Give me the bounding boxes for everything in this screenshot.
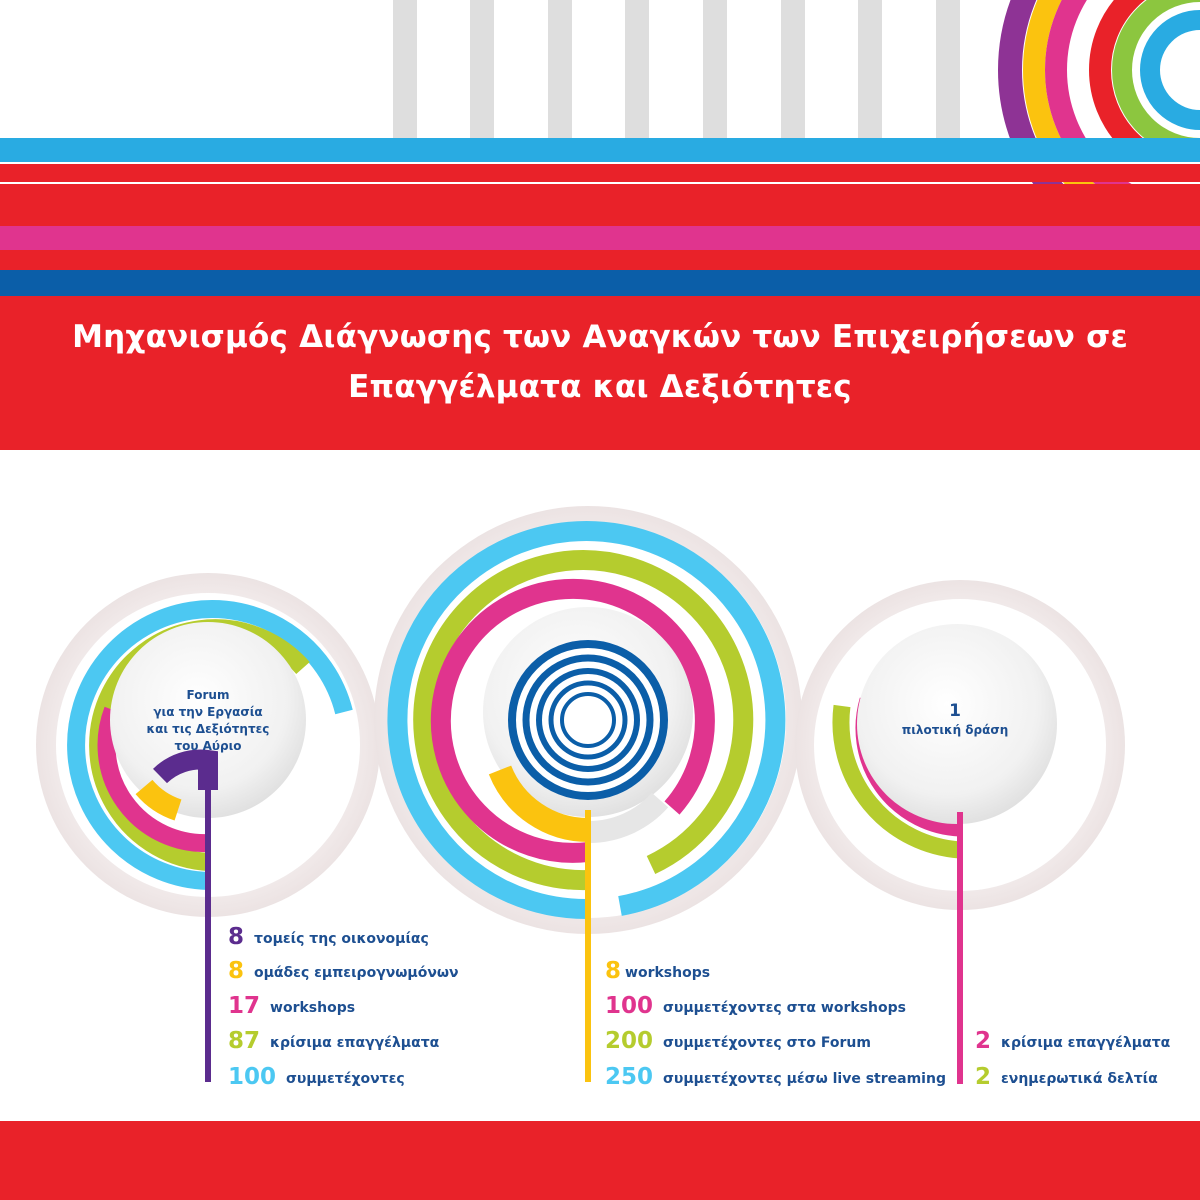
- title-line-1: Μηχανισμός Διάγνωσης των Αναγκών των Επιχειρήσεων σε: [72, 319, 1128, 355]
- stat-text: workshops: [270, 1000, 356, 1016]
- stat-value: 100: [228, 1064, 277, 1090]
- stat-text: workshops: [625, 965, 711, 981]
- stat-value: 17: [228, 993, 261, 1019]
- forum-label: [140, 687, 276, 755]
- concentric-circles-icon: [508, 640, 668, 800]
- forum-label-line: του Αύριο: [174, 739, 242, 753]
- workshops-stat: [605, 957, 710, 985]
- pilot-label: [880, 700, 1030, 739]
- stat-value: 87: [228, 1028, 261, 1054]
- stat-text: ενημερωτικά δελτία: [1001, 1071, 1158, 1087]
- stat-value: 8: [605, 958, 622, 984]
- forum-stat: [228, 923, 429, 951]
- stat-value: 250: [605, 1064, 654, 1090]
- pilot-stat: [975, 1027, 1170, 1055]
- forum-label-line: και τις Δεξιότητες: [146, 722, 270, 736]
- stat-text: συμμετέχοντες στο Forum: [663, 1035, 871, 1051]
- header-decoration: [0, 0, 1200, 296]
- stat-value: 200: [605, 1028, 654, 1054]
- stat-text: τομείς της οικονομίας: [254, 931, 429, 947]
- forum-stat: [228, 957, 459, 985]
- workshops-stat: [605, 992, 906, 1020]
- forum-label-line: για την Εργασία: [153, 705, 263, 719]
- stat-value: 2: [975, 1028, 992, 1054]
- stat-value: 8: [228, 958, 245, 984]
- footer-bar: [0, 1121, 1200, 1200]
- workshops-stat: [605, 1063, 946, 1091]
- pilot-label-text: πιλοτική δράση: [901, 723, 1009, 737]
- stat-value: 100: [605, 993, 654, 1019]
- pilot-number: 1: [949, 701, 961, 721]
- stat-text: ομάδες εμπειρογνωμόνων: [254, 965, 459, 981]
- stat-text: συμμετέχοντες μέσω live streaming: [663, 1071, 946, 1087]
- forum-stat: [228, 1027, 439, 1055]
- pilot-stat: [975, 1063, 1158, 1091]
- stat-text: συμμετέχοντες: [286, 1071, 405, 1087]
- stat-text: κρίσιμα επαγγέλματα: [270, 1035, 440, 1051]
- forum-stat: [228, 1063, 405, 1091]
- stat-value: 2: [975, 1064, 992, 1090]
- forum-stat: [228, 992, 355, 1020]
- title-line-2: Επαγγέλματα και Δεξιότητες: [348, 369, 852, 405]
- stat-text: συμμετέχοντες στα workshops: [663, 1000, 906, 1016]
- forum-label-line: Forum: [186, 688, 230, 702]
- workshops-stat: [605, 1027, 871, 1055]
- page-title: [0, 312, 1200, 412]
- stat-value: 8: [228, 924, 245, 950]
- stat-text: κρίσιμα επαγγέλματα: [1001, 1035, 1171, 1051]
